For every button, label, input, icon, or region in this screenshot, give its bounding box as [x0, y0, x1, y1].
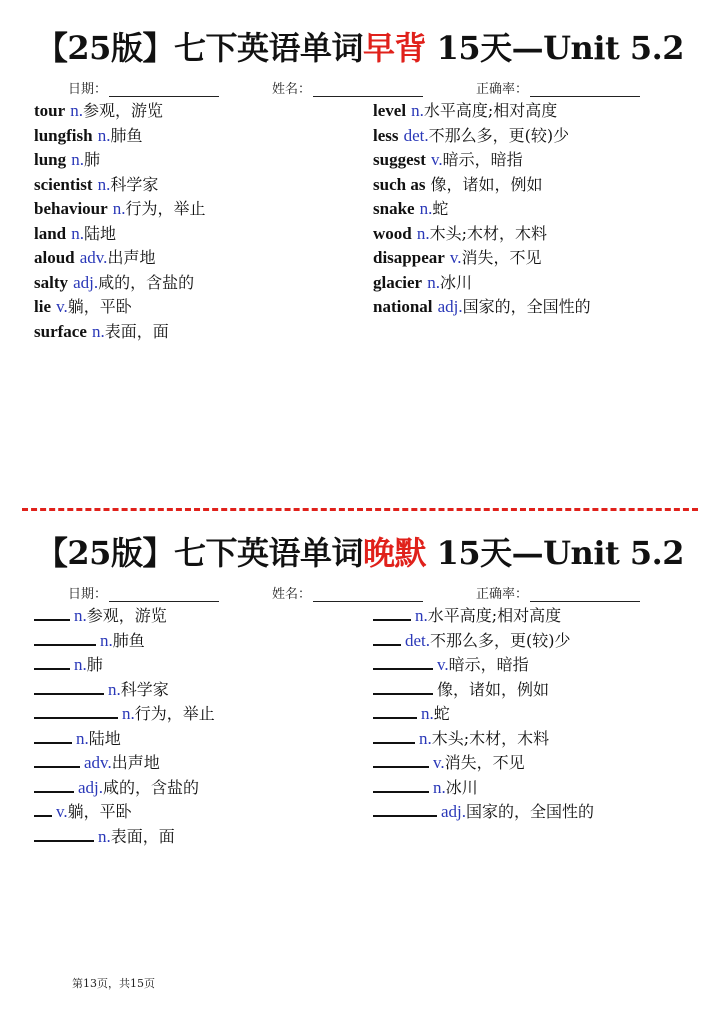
chinese-meaning: 暗示，暗指: [448, 655, 529, 674]
part-of-speech: n.: [98, 826, 111, 846]
part-of-speech: v.: [431, 150, 443, 169]
dictation-entry: [373, 653, 594, 678]
part-of-speech: det.: [405, 630, 431, 650]
chinese-meaning: 冰川: [439, 272, 472, 292]
vocab-entry: [373, 271, 591, 296]
part-of-speech: det.: [403, 125, 429, 145]
dictation-entry: [34, 653, 215, 678]
chinese-meaning: 蛇: [433, 704, 450, 723]
chinese-meaning: 水平高度;相对高度: [427, 606, 562, 625]
dictation-entry: [373, 800, 594, 825]
answer-blank[interactable]: [34, 728, 72, 744]
accuracy-label: 正确率：: [476, 82, 529, 97]
part-of-speech: n.: [97, 174, 111, 194]
dictation-entry: [34, 825, 215, 850]
part-of-speech: n.: [108, 679, 121, 699]
part-of-speech: n.: [76, 728, 89, 748]
dictation-entry: [373, 629, 594, 654]
chinese-meaning: 出声地: [111, 753, 160, 772]
dictation-entry: [34, 678, 215, 703]
answer-blank[interactable]: [373, 777, 429, 793]
dictation-entry: [34, 776, 215, 801]
name-line: [313, 84, 423, 97]
chinese-meaning: 像，诸如，例如: [430, 174, 543, 194]
date-line: [109, 589, 219, 602]
dictation-entry: [34, 604, 215, 629]
vocab-word: salty: [34, 272, 68, 292]
answer-blank[interactable]: [373, 752, 429, 768]
part-of-speech: n.: [416, 223, 430, 243]
vocab-word: wood: [373, 223, 412, 243]
vocab-word: land: [34, 223, 67, 243]
vocab-word: such as: [373, 174, 426, 194]
vocab-entry: [34, 99, 206, 124]
chinese-meaning: 参观，游览: [86, 606, 167, 625]
answer-blank[interactable]: [34, 752, 80, 768]
part-of-speech: n.: [71, 223, 84, 243]
chinese-meaning: 冰川: [445, 777, 478, 797]
title-highlight: 晚默: [362, 534, 426, 572]
part-of-speech: n.: [70, 101, 84, 120]
evening-dictation-section: [0, 533, 720, 846]
vocab-word: surface: [34, 321, 87, 341]
answer-blank[interactable]: [34, 605, 70, 621]
date-line: [109, 84, 219, 97]
part-of-speech: n.: [415, 606, 428, 625]
vocab-word: lie: [34, 297, 51, 316]
chinese-meaning: 水平高度;相对高度: [423, 101, 558, 120]
part-of-speech: n.: [427, 272, 440, 292]
part-of-speech: n.: [122, 704, 135, 723]
chinese-meaning: 科学家: [120, 679, 169, 699]
part-of-speech: v.: [56, 297, 68, 316]
name-label: 姓名：: [272, 587, 312, 602]
dictation-entry: [34, 629, 215, 654]
chinese-meaning: 出声地: [107, 248, 156, 267]
page-title: [0, 533, 720, 573]
answer-blank[interactable]: [373, 703, 417, 719]
accuracy-label: 正确率：: [476, 587, 529, 602]
vocab-word: scientist: [34, 174, 93, 194]
chinese-meaning: 表面，面: [104, 321, 169, 341]
part-of-speech: n.: [97, 125, 111, 145]
vocab-entry: [34, 320, 206, 345]
chinese-meaning: 行为，举止: [125, 199, 206, 218]
chinese-meaning: 消失，不见: [461, 248, 542, 267]
answer-blank[interactable]: [373, 679, 433, 695]
part-of-speech: n.: [100, 630, 113, 650]
dictation-column-left: [34, 604, 215, 849]
title-highlight: 早背: [362, 29, 426, 67]
vocab-entry: [34, 173, 206, 198]
vocab-entry: [34, 222, 206, 247]
vocab-word: suggest: [373, 150, 426, 169]
chinese-meaning: 肺: [86, 655, 103, 674]
dictation-entry: [373, 727, 594, 752]
chinese-meaning: 消失，不见: [444, 753, 525, 772]
vocab-entry: [34, 124, 206, 149]
part-of-speech: adj.: [441, 802, 467, 821]
vocab-entry: [34, 271, 206, 296]
part-of-speech: adj.: [78, 777, 104, 797]
dictation-entry: [373, 702, 594, 727]
answer-blank[interactable]: [373, 728, 415, 744]
chinese-meaning: 肺鱼: [110, 125, 143, 145]
answer-blank[interactable]: [34, 630, 96, 646]
info-row: [0, 583, 720, 603]
vocab-entry: [373, 124, 591, 149]
answer-blank[interactable]: [34, 679, 104, 695]
name-label: 姓名：: [272, 82, 312, 97]
part-of-speech: n.: [74, 606, 87, 625]
vocab-entry: [373, 173, 591, 198]
date-field[interactable]: [68, 78, 219, 97]
dictation-entry: [34, 727, 215, 752]
answer-blank[interactable]: [373, 654, 433, 670]
page-number: 第13页，共15页: [72, 977, 155, 990]
part-of-speech: n.: [419, 199, 433, 218]
morning-review-section: [0, 28, 720, 341]
answer-blank[interactable]: [34, 654, 70, 670]
date-field[interactable]: [68, 583, 219, 602]
name-field[interactable]: [272, 78, 423, 97]
part-of-speech: v.: [449, 248, 462, 267]
dictation-entry: [34, 800, 215, 825]
dashed-divider: [22, 508, 698, 511]
chinese-meaning: 蛇: [432, 199, 449, 218]
part-of-speech: n.: [74, 655, 87, 674]
vocab-word: lung: [34, 150, 67, 169]
name-line: [313, 589, 423, 602]
part-of-speech: adv.: [79, 248, 108, 267]
dictation-entry: [373, 751, 594, 776]
part-of-speech: n.: [419, 728, 432, 748]
vocab-word: less: [373, 125, 399, 145]
vocab-word: tour: [34, 101, 66, 120]
chinese-meaning: 躺，平卧: [67, 297, 132, 316]
part-of-speech: n.: [411, 101, 424, 120]
vocab-word: snake: [373, 199, 415, 218]
vocab-entry: [373, 222, 591, 247]
chinese-meaning: 行为，举止: [134, 704, 215, 723]
part-of-speech: n.: [421, 704, 434, 723]
chinese-meaning: 国家的，全国性的: [462, 297, 591, 316]
chinese-meaning: 参观，游览: [83, 101, 164, 120]
dictation-column-right: [373, 604, 594, 825]
chinese-meaning: 像，诸如，例如: [437, 679, 550, 699]
page-title: [0, 28, 720, 68]
accuracy-field[interactable]: [476, 583, 640, 602]
chinese-meaning: 肺: [83, 150, 100, 169]
answer-blank[interactable]: [34, 777, 74, 793]
chinese-meaning: 木头;木材，木料: [431, 728, 550, 748]
vocab-entry: [373, 148, 591, 173]
answer-blank[interactable]: [373, 630, 401, 646]
chinese-meaning: 暗示，暗指: [442, 150, 523, 169]
part-of-speech: adj.: [73, 272, 99, 292]
part-of-speech: adj.: [437, 297, 463, 316]
vocab-word: glacier: [373, 272, 423, 292]
chinese-meaning: 不那么多，更(较)少: [430, 630, 571, 650]
chinese-meaning: 咸的，含盐的: [98, 272, 195, 292]
vocab-entry: [373, 295, 591, 320]
vocab-word: national: [373, 297, 433, 316]
info-row: [0, 78, 720, 98]
part-of-speech: n.: [91, 321, 105, 341]
vocab-word: disappear: [373, 248, 445, 267]
date-label: 日期：: [68, 587, 108, 602]
part-of-speech: n.: [112, 199, 126, 218]
dictation-entry: [34, 702, 215, 727]
vocab-entry: [34, 246, 206, 271]
chinese-meaning: 陆地: [83, 223, 116, 243]
vocab-entry: [373, 246, 591, 271]
chinese-meaning: 躺，平卧: [67, 802, 132, 821]
name-field[interactable]: [272, 583, 423, 602]
vocab-entry: [373, 197, 591, 222]
chinese-meaning: 国家的，全国性的: [466, 802, 595, 821]
vocab-entry: [34, 197, 206, 222]
vocab-entry: [34, 148, 206, 173]
part-of-speech: v.: [56, 802, 68, 821]
word-column-left: [34, 99, 206, 344]
dictation-entry: [373, 776, 594, 801]
vocab-entry: [373, 99, 591, 124]
chinese-meaning: 陆地: [88, 728, 121, 748]
chinese-meaning: 木头;木材，木料: [429, 223, 547, 243]
part-of-speech: adv.: [84, 753, 112, 772]
answer-blank[interactable]: [373, 801, 437, 817]
answer-blank[interactable]: [34, 703, 118, 719]
dictation-entry: [373, 604, 594, 629]
title-prefix: 【25版】七下英语单词: [35, 29, 363, 67]
chinese-meaning: 表面，面: [110, 826, 175, 846]
date-label: 日期：: [68, 82, 108, 97]
vocab-word: aloud: [34, 248, 75, 267]
answer-blank[interactable]: [34, 801, 52, 817]
chinese-meaning: 肺鱼: [112, 630, 145, 650]
part-of-speech: v.: [437, 655, 449, 674]
part-of-speech: v.: [433, 753, 445, 772]
title-prefix: 【25版】七下英语单词: [35, 534, 363, 572]
chinese-meaning: 不那么多，更(较)少: [428, 125, 570, 145]
dictation-entry: [373, 678, 594, 703]
word-column-right: [373, 99, 591, 320]
part-of-speech: n.: [71, 150, 84, 169]
dictation-entry: [34, 751, 215, 776]
vocab-entry: [34, 295, 206, 320]
part-of-speech: n.: [433, 777, 446, 797]
vocab-word: lungfish: [34, 125, 93, 145]
accuracy-field[interactable]: [476, 78, 640, 97]
accuracy-line: [530, 589, 640, 602]
vocab-word: behaviour: [34, 199, 108, 218]
title-suffix: 15天—Unit 5.2: [425, 29, 685, 67]
chinese-meaning: 科学家: [110, 174, 159, 194]
vocab-word: level: [373, 101, 407, 120]
title-suffix: 15天—Unit 5.2: [425, 534, 685, 572]
answer-blank[interactable]: [34, 826, 94, 842]
accuracy-line: [530, 84, 640, 97]
chinese-meaning: 咸的，含盐的: [103, 777, 200, 797]
answer-blank[interactable]: [373, 605, 411, 621]
